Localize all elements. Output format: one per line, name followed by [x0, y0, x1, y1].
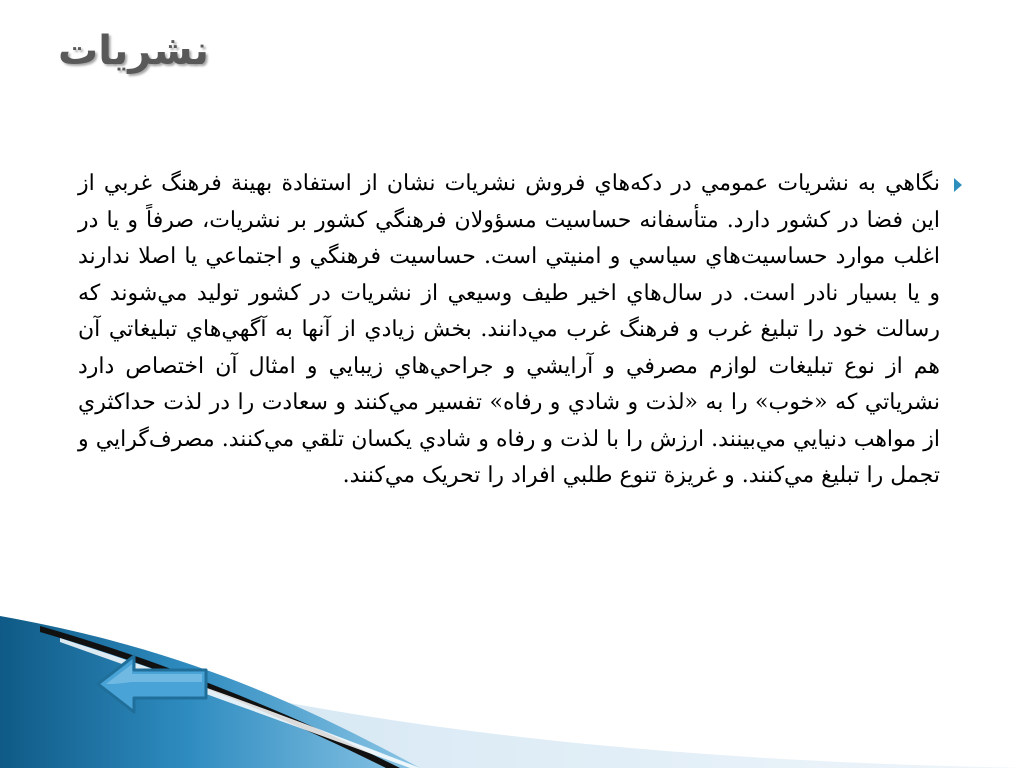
bullet-item — [78, 166, 940, 495]
bullet-text: نگاهي به نشريات عمومي در دكه‌هاي فروش نشريات نشان از استفادة بهينة فرهنگ غربي از اين فضا در كشور دارد. متأسفانه حساسيت مسؤولان فرهنگي كشور بر نشريات، صرفاً و يا در اغلب موارد حساسيت‌هاي سياسي و امنيتي است. حساسيت فرهنگي و اجتماعي يا اصلا ندارند و يا بسيار نادر است. در سال‌هاي اخير طيف وسيعي از نشريات در كشور توليد مي‌شوند كه رسالت خود را تبليغ غرب و فرهنگ غرب مي‌دانند. بخش زيادي از آنها به آگهي‌هاي تبليغاتي آن هم از نوع تبليغات لوازم مصرفي و آرايشي و جراحي‌هاي زيبايي و امثال آن اختصاص دارد نشرياتي كه «خوب» را به «لذت و شادي و رفاه» تفسير مي‌كنند و سعادت را در لذت حداكثري از مواهب دنيايي مي‌بينند. ارزش را با لذت و رفاه و شادي يكسان تلقي مي‌كنند. مصرف‌گرايي و تجمل را تبليغ مي‌كنند. و غريزة تنوع طلبي افراد را تحريک مي‌كنند. — [78, 171, 940, 488]
triangle-bullet-icon — [954, 178, 962, 192]
left-arrow-icon — [98, 656, 206, 712]
slide-title: نشريات — [58, 28, 209, 74]
back-arrow-button[interactable] — [92, 652, 212, 716]
